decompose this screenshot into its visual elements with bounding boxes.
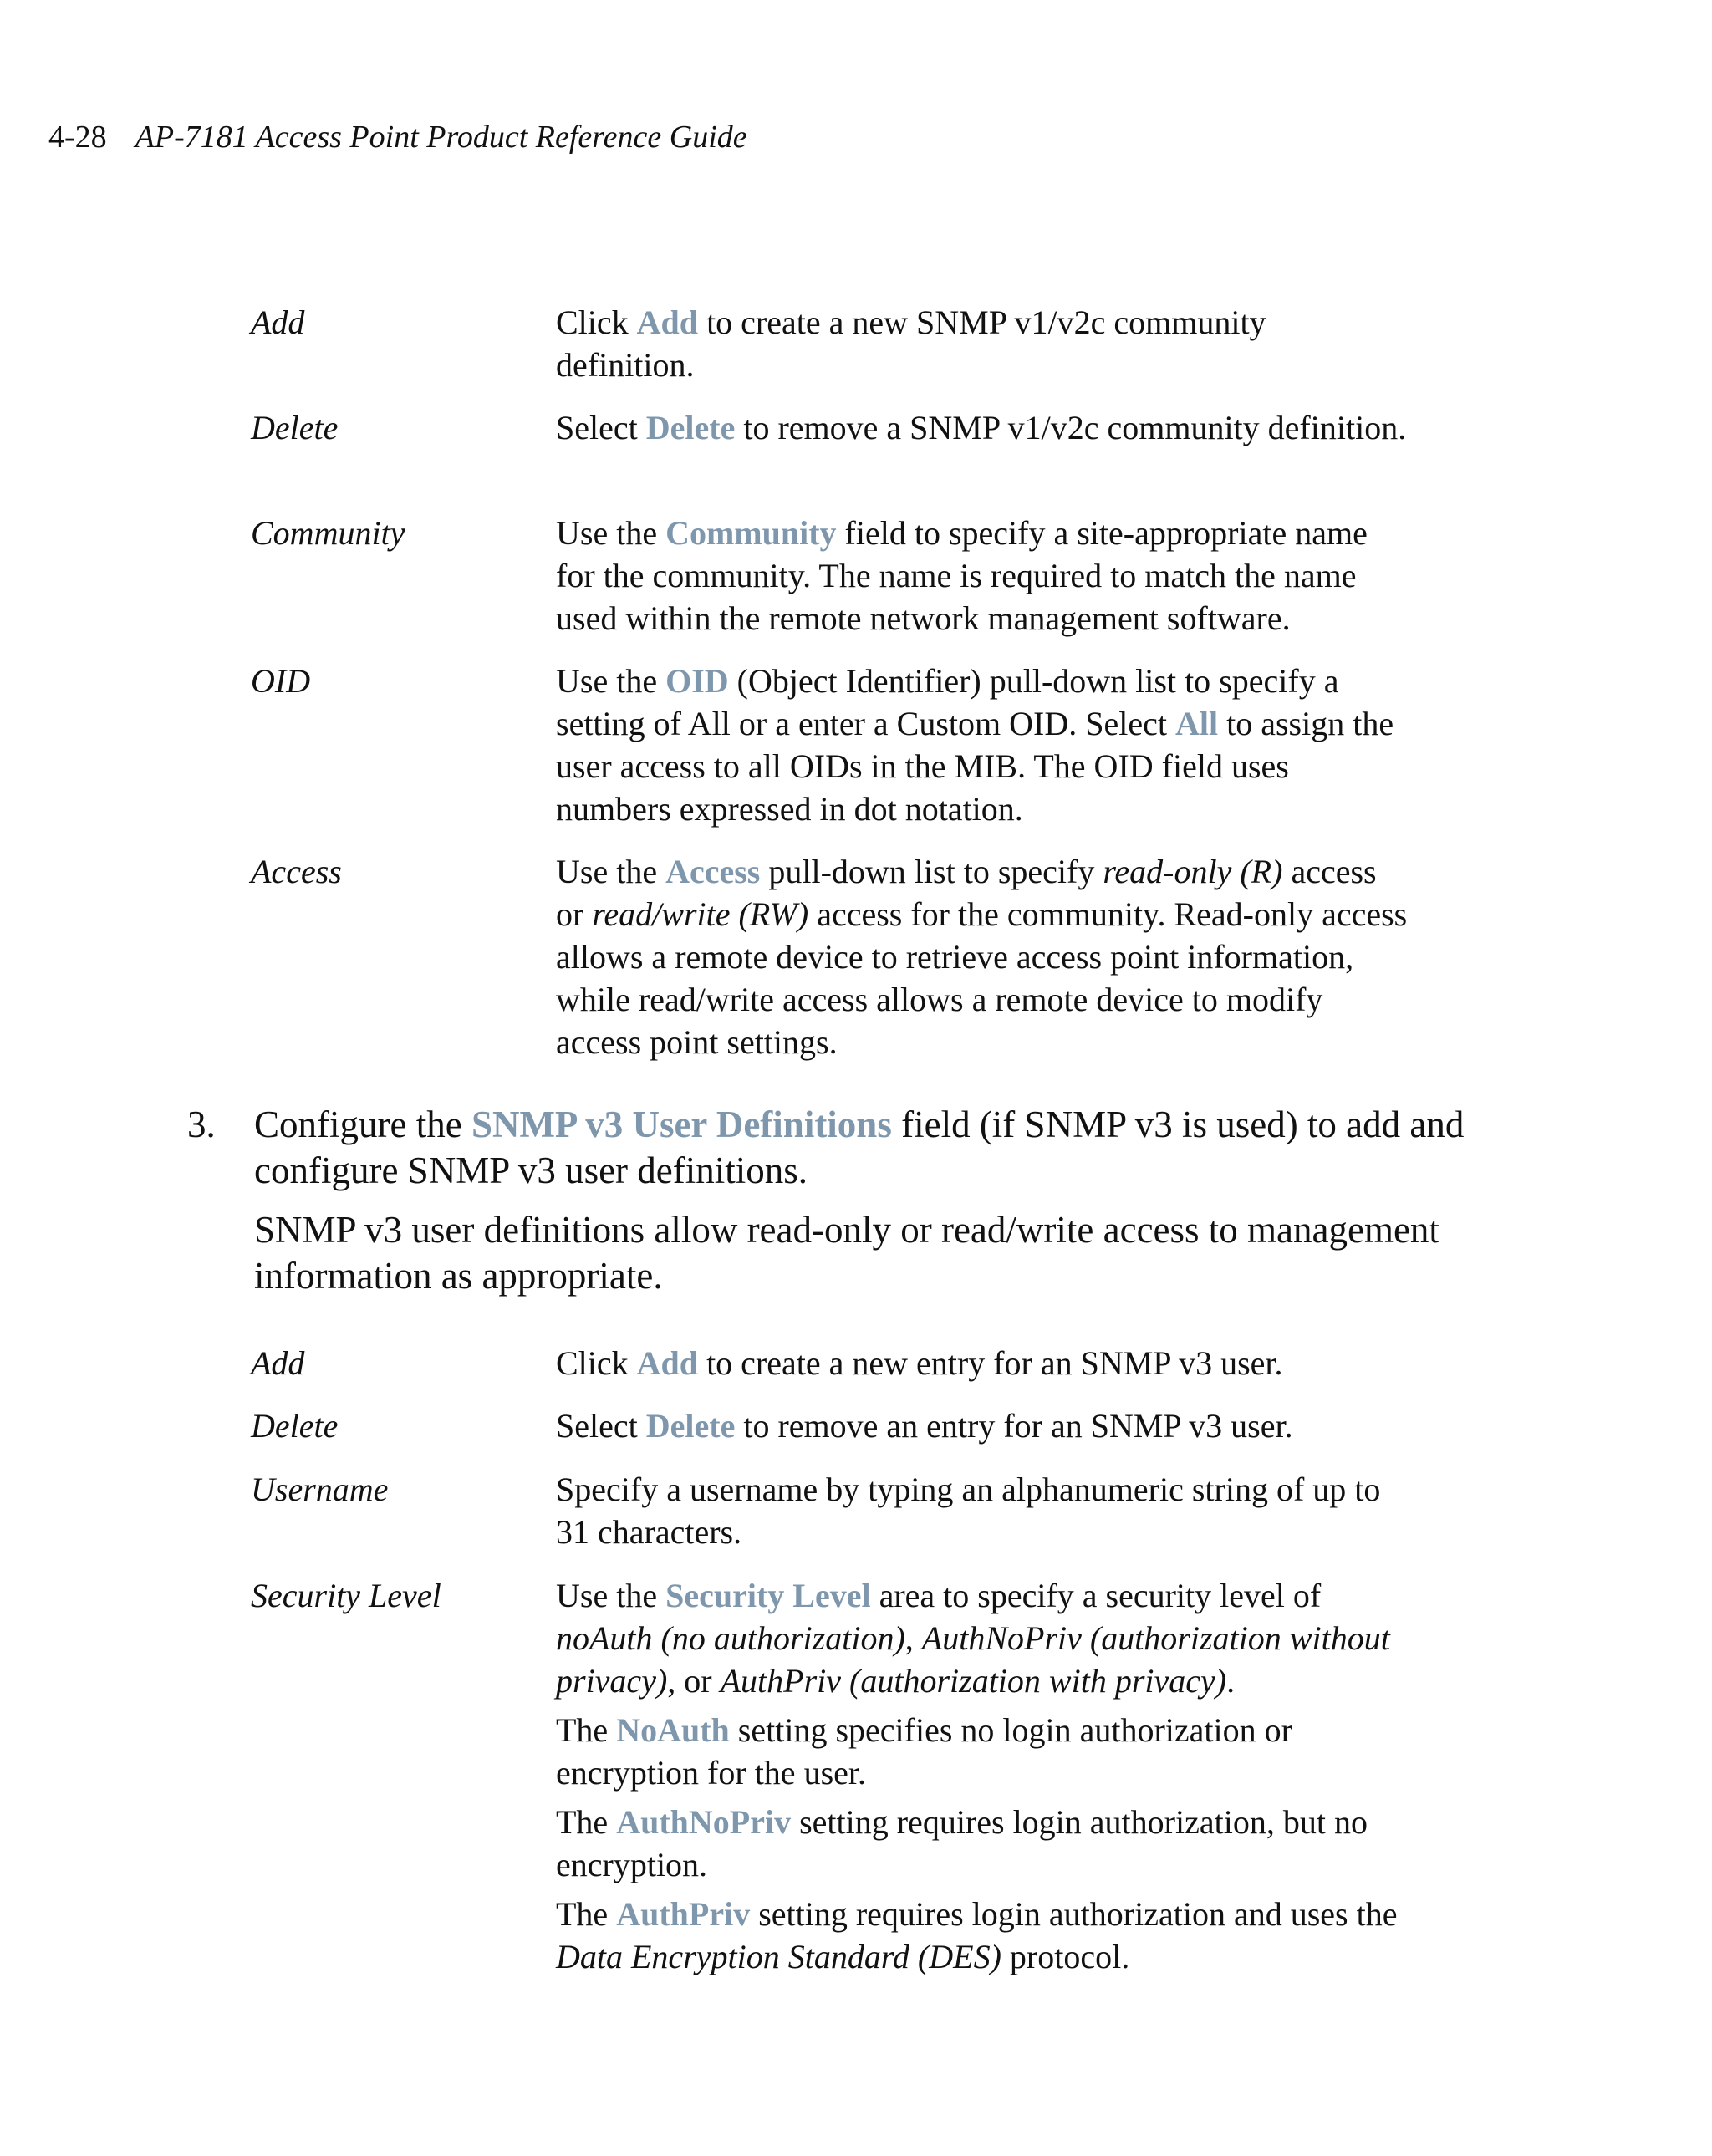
keyword-add: Add [636,1344,699,1382]
keyword-authpriv: AuthPriv [616,1895,751,1933]
term-add: Add [251,303,305,341]
keyword-community: Community [665,514,837,552]
step-paragraph: SNMP v3 user definitions allow read-only or read/write access to management information as appropriate. [254,1209,1439,1297]
definition-row-oid [251,660,1421,850]
description-add: Click Add to create a new entry for an SNMP v3 user. [556,1344,1283,1382]
security-level-authpriv: The AuthPriv setting requires login authorization and uses the Data Encryption Standard (DES) protocol. [556,1895,1398,1975]
keyword-add: Add [636,303,699,341]
term-community: Community [251,514,405,552]
description-community: Use the Community field to specify a site-appropriate name for the community. The name is required to match the name used within the remote network management software. [556,514,1368,637]
definition-row-username [251,1468,1421,1574]
page-title: AP-7181 Access Point Product Reference Guide [135,120,747,155]
description-username: Specify a username by typing an alphanumeric string of up to 31 characters. [556,1470,1381,1551]
term-delete: Delete [251,409,339,446]
security-level-authnopriv: The AuthNoPriv setting requires login authorization, but no encryption. [556,1803,1368,1883]
page-header [48,117,747,157]
definition-row-delete [251,1404,1421,1468]
term-delete: Delete [251,1407,339,1445]
keyword-delete: Delete [645,1407,736,1445]
keyword-access: Access [665,853,761,890]
keyword-delete: Delete [645,409,736,446]
keyword-oid: OID [665,662,729,700]
definition-row-delete [251,406,1421,512]
term-oid: OID [251,662,311,700]
term-add: Add [251,1344,305,1382]
step-number: 3. [187,1103,216,1145]
keyword-all: All [1174,705,1219,742]
definition-row-add [251,301,1421,406]
definition-row-community [251,512,1421,660]
keyword-authnopriv: AuthNoPriv [616,1803,792,1841]
definition-row-add [251,1342,1421,1404]
description-add: Click Add to create a new SNMP v1/v2c community definition. [556,303,1266,384]
community-definitions-table [251,301,1421,1063]
keyword-snmp-v3-user-definitions: SNMP v3 User Definitions [471,1103,892,1145]
step-3 [187,1102,1491,1299]
keyword-noauth: NoAuth [616,1711,730,1749]
keyword-security-level: Security Level [665,1577,871,1614]
description-delete: Select Delete to remove a SNMP v1/v2c community definition. [556,409,1407,446]
definition-row-security-level [251,1574,1421,1978]
user-definitions-table [251,1342,1421,1978]
page-number: 4-28 [48,120,107,155]
description-delete: Select Delete to remove an entry for an SNMP v3 user. [556,1407,1293,1445]
security-level-intro: Use the Security Level area to specify a security level of noAuth (no authorization), AuthNoPriv (authorization without privacy), or AuthPriv (authorization with privacy). [556,1577,1390,1700]
security-level-noauth: The NoAuth setting specifies no login authorization or encryption for the user. [556,1711,1292,1792]
description-security-level [556,1574,1409,1978]
term-username: Username [251,1470,389,1508]
step-instruction: Configure the SNMP v3 User Definitions field (if SNMP v3 is used) to add and configure SNMP v3 user definitions. [254,1103,1465,1191]
description-access: Use the Access pull-down list to specify read-only (R) access or read/write (RW) access for the community. Read-only access allows a remote device to retrieve access point information, while read/write access allows a remote device to modify access point settings. [556,853,1408,1061]
term-access: Access [251,853,342,890]
description-oid: Use the OID (Object Identifier) pull-down list to specify a setting of All or a enter a Custom OID. Select All to assign the user access to all OIDs in the MIB. The OID field uses numbers expressed in dot notation. [556,662,1394,828]
term-security-level: Security Level [251,1577,441,1614]
step-body [254,1102,1491,1299]
definition-row-access [251,850,1421,1063]
